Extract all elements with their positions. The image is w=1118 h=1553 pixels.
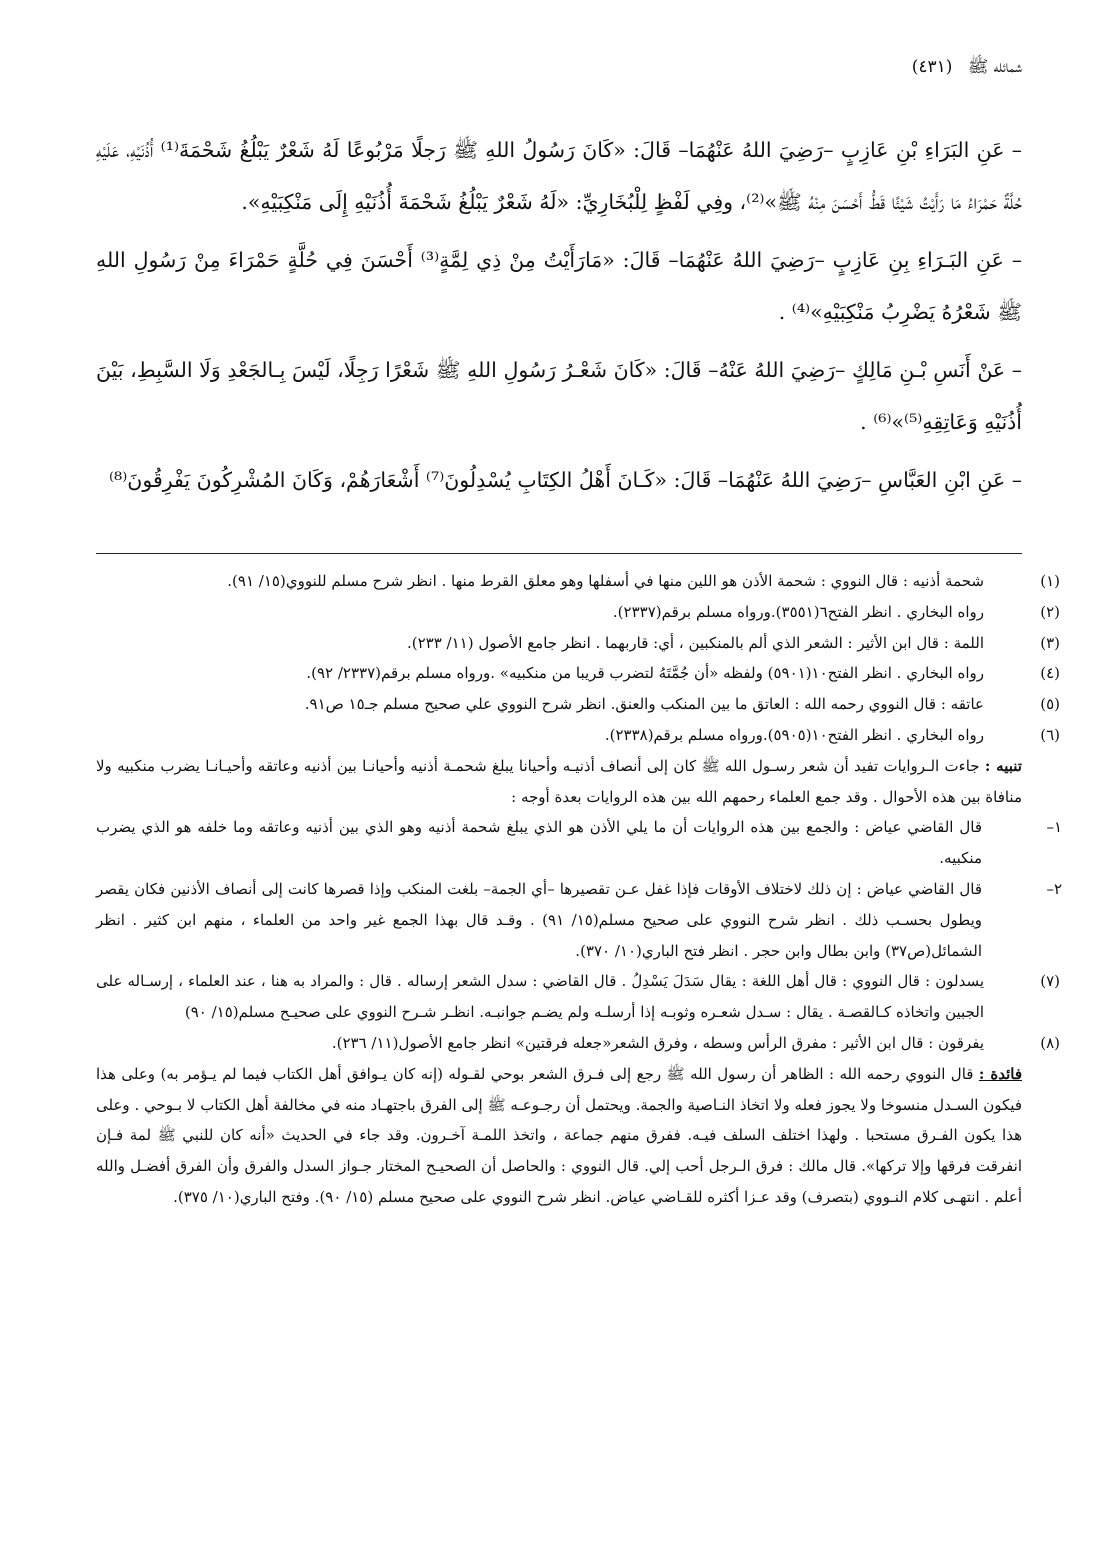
- hadith-paragraph: – عَنِ ابْنِ العَبَّاسِ –رَضِيَ اللهُ عَنْهُمَا– قَالَ: «كَـانَ أَهْلُ الكِتَابِ يُسْدِلُونَ⁽⁷⁾ أَشْعَارَهُمْ، وَكَانَ المُشْرِكُونَ يَفْرِقُونَ⁽⁸⁾: [109, 468, 1022, 492]
- hadith-paragraph: – عَنِ البَـرَاءِ بِنِ عَازِبٍ –رَضِيَ اللهُ عَنْهُمَا– قَالَ: «مَارَأَيْتُ مِنْ ذِي لِمَّةٍ⁽³⁾ أَحْسَنَ فِي حُلَّةٍ حَمْرَاءَ مِنْ رَسُولِ اللهِ ﷺ شَعْرُهُ يَضْرِبُ مَنْكِبَيْهِ»⁽⁴⁾ .: [96, 248, 1022, 324]
- hadith-section: [96, 124, 1022, 512]
- tanbih-item-text: قال القاضي عياض : والجمع بين هذه الروايات أن ما يلي الأذن هو الذي يبلغ شحمة أذنيه وهو الذي بين أذنيه وعاتقه وما خلفه هو الذي يضرب منكبيه.: [96, 818, 982, 868]
- tanbih-item: [96, 812, 1062, 874]
- hadith-paragraph: – عَنِ البَرَاءِ بْنِ عَازِبٍ –رَضِيَ اللهُ عَنْهُمَا– قَالَ: «كَانَ رَسُولُ اللهِ ﷺ رَجلًا مَرْبُوعًا لَهُ شَعْرٌ يَبْلُغُ شَحْمَةَ⁽¹⁾ أُذُنَيْهِ، عَلَيْهِ حُلَّةٌ حَمْرَاءُ مَا رَأَيْتُ شَيْئًا قَطُّ أَحْسَنَ مِنْهُ ﷺ»⁽²⁾، وفِي لَفْظٍ لِلْبُخَارِيِّ: «لَهُ شَعْرٌ يَبْلُغُ شَحْمَةَ أُذُنَيْهِ إِلَى مَنْكِبَيْهِ».: [96, 138, 1022, 214]
- footnote-text: شحمة أذنيه : قال النووي : شحمة الأذن هو اللين منها في أسفلها وهو معلق القرط منها . انظر شرح مسلم للنووي(١٥/ ٩١).: [227, 572, 984, 590]
- footnote-text: عاتقه : قال النووي رحمه الله : العاتق ما بين المنكب والعنق. انظر شرح النووي علي صحيح مسلم جـ١٥ ص٩١.: [304, 695, 984, 714]
- footnotes-section: [96, 566, 1062, 1213]
- footnote: [96, 566, 1060, 597]
- footnote-text: رواه البخاري . انظر الفتح١٠(٥٩٠٥).ورواه مسلم برقم(٢٣٣٨).: [604, 725, 984, 744]
- footnote-number: (٦): [1040, 725, 1060, 744]
- footnote-text: يفرقون : قال ابن الأثير : مفرق الرأس وسطه ، وفرق الشعر«جعله فرقتين» انظر جامع الأصول(١١/ ٢٣٦).: [331, 1033, 984, 1052]
- footnote-text: اللمة : قال ابن الأثير : الشعر الذي ألم بالمنكبين ، أي: قاربهما . انظر جامع الأصول (١١/ ٢٣٣).: [406, 633, 984, 652]
- footnote: [96, 1028, 1060, 1059]
- footnote: [96, 966, 1060, 1028]
- footnote-number: (٣): [1040, 633, 1060, 652]
- tanbih-item: [96, 874, 1062, 966]
- footnote-text: رواه البخاري . انظر الفتح٦(٣٥٥١).ورواه مسلم برقم(٢٣٣٧).: [612, 602, 984, 621]
- faida-text: قال النووي رحمه الله : الظاهر أن رسول الله ﷺ رجع إلى فـرق الشعر بوحي لقـوله (إنه كان يـوافق أهل الكتاب فيما لم يـؤمر به) وعلى هذا فيكون السـدل منسوخا ولا يجوز فعله ولا اتخاذ النـاصية والجمة. ويحتمل أن رجـوعـه ﷺ إلى الفرق باجتهـاد منه في مخالفة أهل الكتاب لا بـوحي . وعلى هذا يكون الفـرق مستحبا . ولهذا اختلف السلف فيـه. ففرق منهم جماعة ، واتخذ اللمـة آخـرون. وقد جاء في الحديث «أنه كان للنبي ﷺ لمة فـإن انفرقت فرقها وإلا تركها». قال مالك : فرق الـرجل أحب إلي. قال النووي : والحاصل أن الصحيـح المختار جـواز السدل والفرق وأن الفرق أفضـل والله أعلم . انتهـى كلام النـووي (بتصرف) وقد عـزا أكثره للقـاضي عياض. انظر شرح النووي على صحيح مسلم (١٥/ ٩٠). وفتح الباري(١٠/ ٣٧٥).: [96, 1064, 1022, 1206]
- footnote-number: (٢): [1040, 602, 1060, 621]
- footnote-number: (٥): [1040, 695, 1060, 714]
- tanbih-note: [96, 751, 1022, 813]
- tanbih-text: جاءت الـروايات تفيد أن شعر رسـول الله ﷺ كان إلى أنصاف أذنيـه وأحيانا يبلغ شحمـة أذنيه وأحيانـا بين أذنيه وعاتقه وأحيـانـا يضرب منكبيه ولا منافاة بين هذه الأحوال . وقد جمع العلماء رحمهم الله بين هذه الروايات بعدة أوجه :: [96, 756, 1022, 806]
- hadith-paragraph: – عَنْ أَنَسِ بْـنِ مَالِكٍ –رَضِيَ اللهُ عَنْهُ– قَالَ: «كَانَ شَعْـرُ رَسُولِ اللهِ ﷺ شَعْرًا رَجِلًا، لَيْسَ بِـالجَعْدِ وَلَا السَّبِطِ، بَيْنَ أُذُنَيْهِ وَعَاتِقِهِ⁽⁵⁾»⁽⁶⁾ .: [96, 358, 1022, 434]
- tanbih-item-number: ١–: [1046, 818, 1062, 837]
- footnote: [96, 597, 1060, 628]
- faida-note: [96, 1059, 1022, 1213]
- running-header: [912, 56, 1022, 81]
- footnote-divider: [96, 553, 1022, 554]
- faida-label: فائدة :: [978, 1064, 1022, 1083]
- footnote: [96, 658, 1060, 689]
- footnote-number: (١): [1040, 572, 1060, 590]
- footnote: [96, 720, 1060, 751]
- tanbih-item-number: ٢–: [1046, 879, 1062, 898]
- footnote: [96, 689, 1060, 720]
- footnote-number: (٧): [1040, 972, 1060, 991]
- tanbih-item-text: قال القاضي عياض : إن ذلك لاختلاف الأوقات فإذا غفل عـن تقصيرها –أي الجمة– بلغت المنكب وإذا قصرها كانت إلى أنصاف الأذنين فكان يقصر ويطول بحسـب ذلك . انظر شرح النووي على صحيح مسلم(١٥/ ٩١) . وقـد قال بهذا الجمع غير واحد من العلماء ، منهم ابن كثير . انظر الشمائل(ص٣٧) وابن بطال وابن حجر . انظر فتح الباري(١٠/ ٣٧٠).: [96, 879, 982, 960]
- footnote-text: يسدلون : قال النووي : قال أهل اللغة : يقال سَدَلَ يَسْدِلُ . قال القاضي : سدل الشعر إرساله . قال : والمراد به هنا ، عند العلماء ، إرسـاله على الجبين واتخاذه كـالقصـة . يقال : سـدل شعـره وثوبـه إذا أرسلـه ولم يضـم جوانبـه. انظـر شـرح النووي على صحيـح مسلم(١٥/ ٩٠): [96, 972, 984, 1022]
- footnote: [96, 628, 1060, 659]
- page-number: (٤٣١): [911, 57, 953, 77]
- footnote-number: (٤): [1040, 664, 1060, 683]
- footnote-text: رواه البخاري . انظر الفتح١٠(٥٩٠١) ولفظه «أن جُمَّتَهُ لتضرب قريبا من منكبيه» .ورواه مسلم برقم(٢٣٣٧/ ٩٢).: [306, 664, 984, 683]
- running-title: شمائله ﷺ: [967, 57, 1022, 77]
- tanbih-label: تنبيه :: [984, 756, 1022, 775]
- footnote-number: (٨): [1040, 1033, 1060, 1052]
